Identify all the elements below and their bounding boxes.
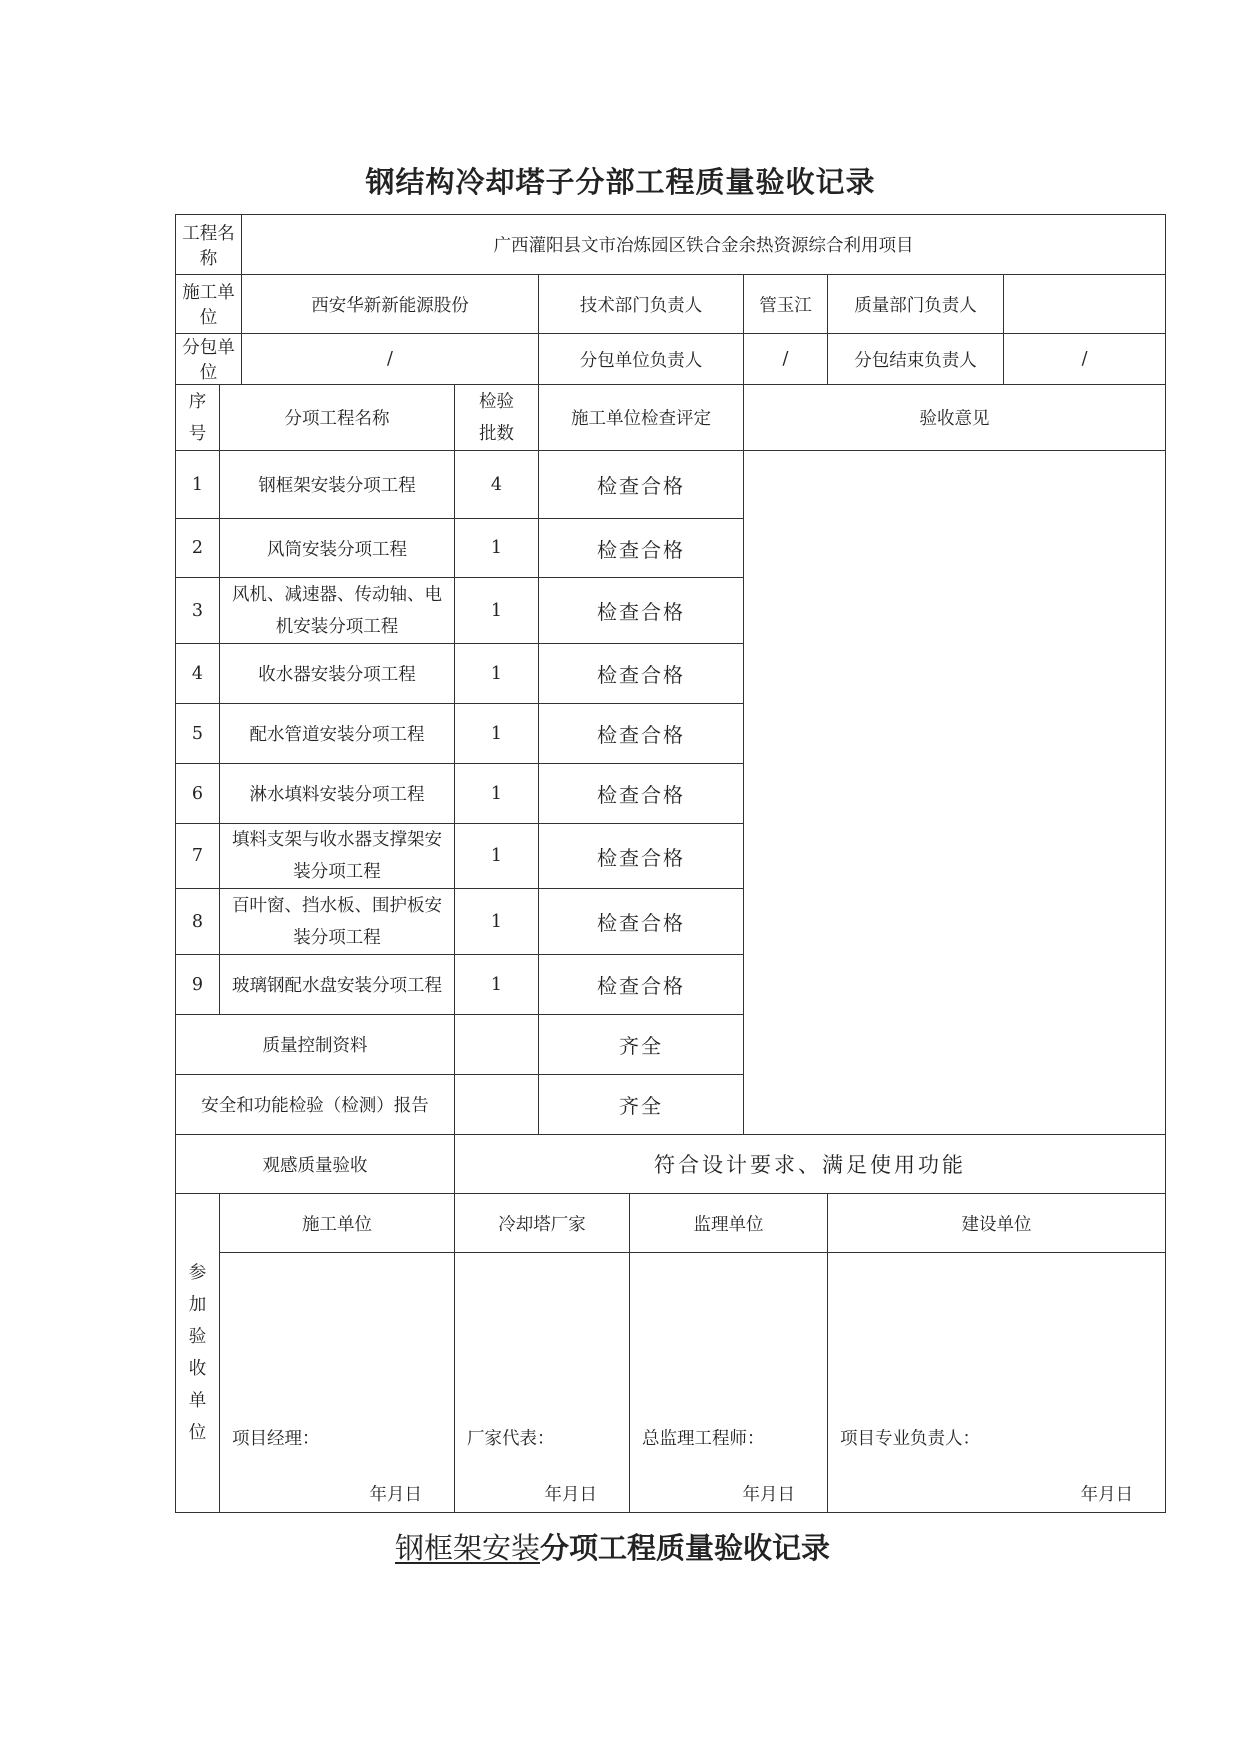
item-result: 检查合格 <box>539 704 744 764</box>
item-no: 1 <box>176 451 220 519</box>
item-no: 9 <box>176 955 220 1015</box>
construction-unit-value: 西安华新新能源股份 <box>242 275 539 334</box>
item-name: 百叶窗、挡水板、围护板安装分项工程 <box>220 889 455 955</box>
signer-label: 项目专业负责人： <box>840 1429 980 1449</box>
item-name: 风筒安装分项工程 <box>220 519 455 578</box>
participant-unit-name: 施工单位 <box>220 1194 455 1253</box>
date-label: 年月日 <box>1080 1485 1134 1505</box>
batches-header: 检验批数 <box>455 385 539 451</box>
item-batches: 1 <box>455 519 539 578</box>
quality-docs-label: 质量控制资料 <box>176 1015 455 1075</box>
item-result: 检查合格 <box>539 451 744 519</box>
appearance-value: 符合设计要求、满足使用功能 <box>455 1135 1166 1194</box>
signature-cell <box>630 1253 828 1513</box>
item-result: 检查合格 <box>539 955 744 1015</box>
acceptance-record-table <box>175 214 1166 1513</box>
item-batches: 1 <box>455 889 539 955</box>
quality-head-value <box>1004 275 1166 334</box>
participant-unit-name: 冷却塔厂家 <box>455 1194 630 1253</box>
participant-unit-name: 监理单位 <box>630 1194 828 1253</box>
item-batches: 1 <box>455 764 539 824</box>
signer-label: 厂家代表： <box>467 1429 555 1449</box>
subcontract-unit-value: / <box>242 334 539 385</box>
subcontract-end-value: / <box>1004 334 1166 385</box>
participant-unit-name: 建设单位 <box>828 1194 1166 1253</box>
item-name: 填料支架与收水器支撑架安装分项工程 <box>220 824 455 889</box>
seq-header: 序号 <box>176 385 220 451</box>
subcontract-head-value: / <box>744 334 828 385</box>
project-name: 广西灌阳县文市冶炼园区铁合金余热资源综合利用项目 <box>242 215 1166 275</box>
item-batches: 1 <box>455 644 539 704</box>
appearance-label: 观感质量验收 <box>176 1135 455 1194</box>
signer-label: 总监理工程师： <box>642 1429 765 1449</box>
participants-sign-row <box>176 1253 1166 1513</box>
signature-cell <box>455 1253 630 1513</box>
item-name-header: 分项工程名称 <box>220 385 455 451</box>
item-no: 3 <box>176 578 220 644</box>
participants-header-row <box>176 1194 1166 1253</box>
item-no: 6 <box>176 764 220 824</box>
subcontract-row <box>176 334 1166 385</box>
item-result: 检查合格 <box>539 764 744 824</box>
quality-docs-blank <box>455 1015 539 1075</box>
item-name: 收水器安装分项工程 <box>220 644 455 704</box>
tech-head-label: 技术部门负责人 <box>539 275 744 334</box>
item-no: 8 <box>176 889 220 955</box>
signer-label: 项目经理： <box>232 1429 320 1449</box>
item-result: 检查合格 <box>539 644 744 704</box>
item-no: 4 <box>176 644 220 704</box>
item-result: 检查合格 <box>539 519 744 578</box>
item-name: 钢框架安装分项工程 <box>220 451 455 519</box>
project-label: 工程名称 <box>176 215 242 275</box>
item-result: 检查合格 <box>539 824 744 889</box>
quality-docs-value: 齐全 <box>539 1015 744 1075</box>
project-row <box>176 215 1166 275</box>
next-record-title <box>395 1526 830 1567</box>
signature-cell <box>220 1253 455 1513</box>
quality-head-label: 质量部门负责人 <box>828 275 1004 334</box>
item-batches: 1 <box>455 578 539 644</box>
opinion-header: 验收意见 <box>744 385 1166 451</box>
opinion-cell <box>744 451 1166 1135</box>
subcontract-end-label: 分包结束负责人 <box>828 334 1004 385</box>
safety-reports-blank <box>455 1075 539 1135</box>
participants-label: 参加验收单位 <box>176 1194 220 1513</box>
document-title: 钢结构冷却塔子分部工程质量验收记录 <box>365 165 876 199</box>
item-no: 7 <box>176 824 220 889</box>
item-no: 5 <box>176 704 220 764</box>
next-record-item-name: 钢框架安装 <box>395 1531 541 1565</box>
tech-head-value: 管玉江 <box>744 275 828 334</box>
item-name: 淋水填料安装分项工程 <box>220 764 455 824</box>
header-row <box>176 385 1166 451</box>
item-name: 配水管道安装分项工程 <box>220 704 455 764</box>
construction-unit-label: 施工单位 <box>176 275 242 334</box>
item-batches: 1 <box>455 955 539 1015</box>
date-label: 年月日 <box>369 1485 422 1505</box>
check-header: 施工单位检查评定 <box>539 385 744 451</box>
table-row <box>176 451 1166 519</box>
item-result: 检查合格 <box>539 889 744 955</box>
signature-cell <box>828 1253 1166 1513</box>
date-label: 年月日 <box>742 1485 795 1505</box>
item-batches: 1 <box>455 704 539 764</box>
safety-reports-value: 齐全 <box>539 1075 744 1135</box>
date-label: 年月日 <box>544 1485 597 1505</box>
item-name: 玻璃钢配水盘安装分项工程 <box>220 955 455 1015</box>
next-record-title-rest: 分项工程质量验收记录 <box>540 1531 831 1565</box>
subcontract-unit-label: 分包单位 <box>176 334 242 385</box>
item-result: 检查合格 <box>539 578 744 644</box>
item-no: 2 <box>176 519 220 578</box>
subcontract-head-label: 分包单位负责人 <box>539 334 744 385</box>
safety-reports-label: 安全和功能检验（检测）报告 <box>176 1075 455 1135</box>
item-batches: 4 <box>455 451 539 519</box>
appearance-row <box>176 1135 1166 1194</box>
item-batches: 1 <box>455 824 539 889</box>
item-name: 风机、减速器、传动轴、电机安装分项工程 <box>220 578 455 644</box>
construction-row <box>176 275 1166 334</box>
